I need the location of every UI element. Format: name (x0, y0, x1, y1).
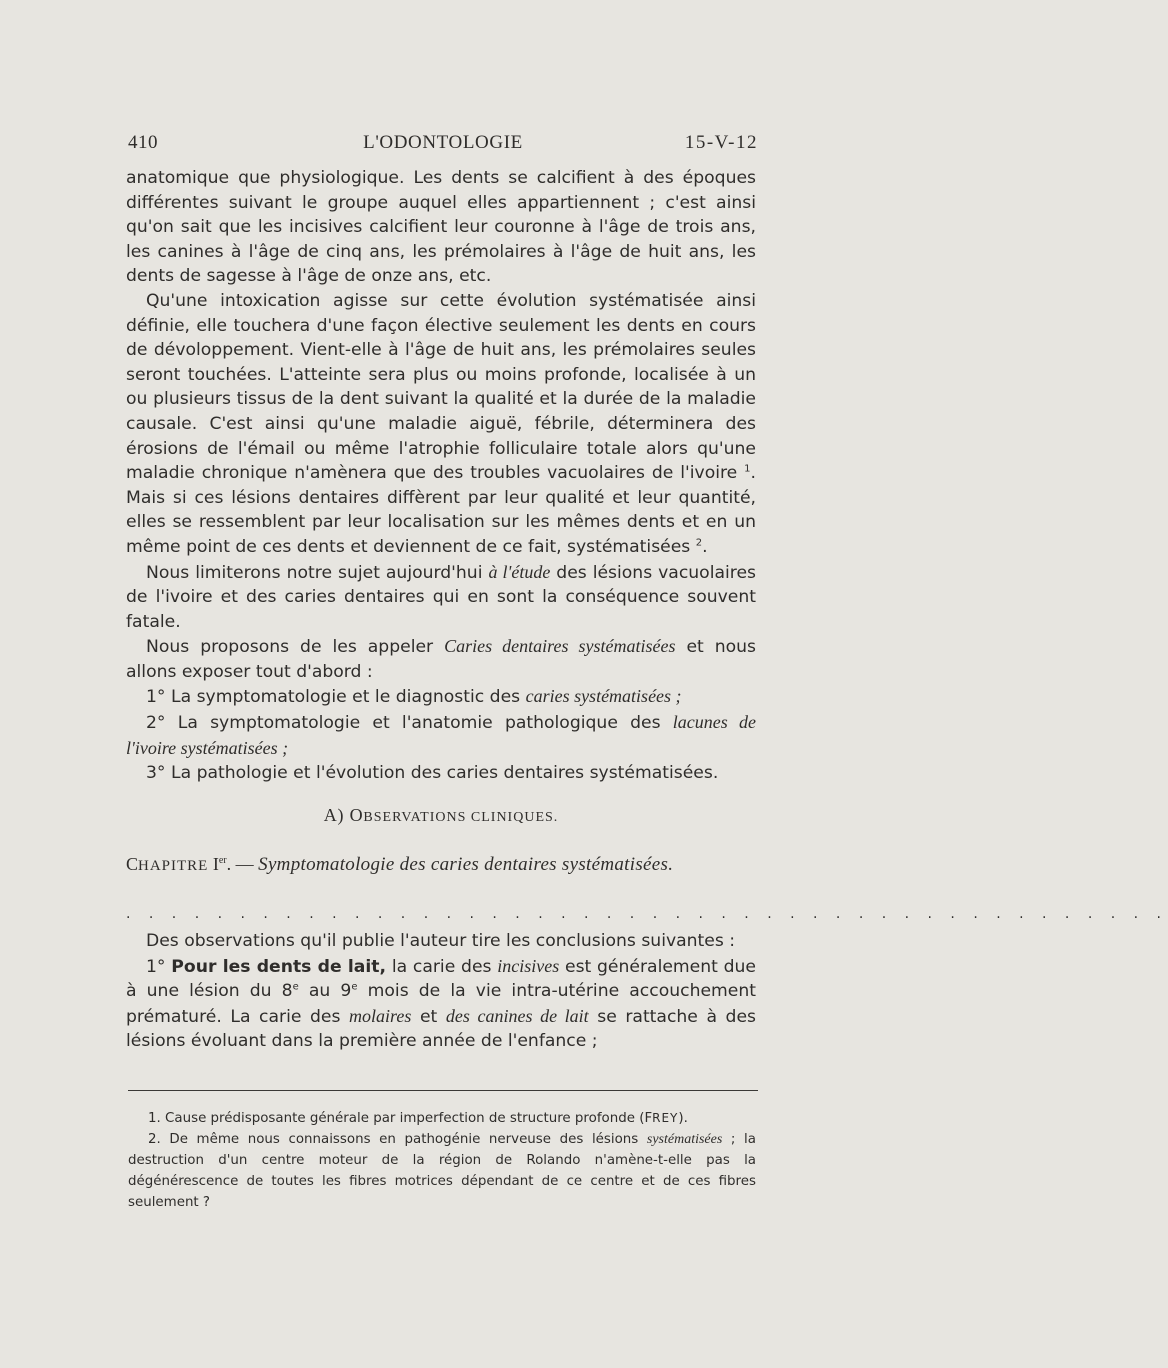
text-span: au 9 (308, 981, 352, 1002)
text-span: 1° (146, 687, 166, 708)
text-span: lacunes de l'ivoire systématisées ; (126, 712, 756, 758)
text-span: mois de la vie intra-utérine accouchement prématuré. La carie des (126, 981, 756, 1027)
issue-date: 15-V-12 (684, 132, 758, 153)
paragraph-5: Des observations qu'il publie l'auteur tire les conclusions suivantes : (146, 931, 736, 952)
text-span: A) (323, 804, 345, 825)
journal-title: L'ODONTOLOGIE (363, 132, 523, 153)
footnote-ref-1[interactable]: 1 (744, 463, 751, 475)
text-span: La symptomatologie et le diagnostic des (171, 687, 521, 708)
text-span: systématisées (646, 1132, 723, 1147)
footnote-2 (128, 1129, 756, 1213)
footnote-rule (128, 1090, 758, 1091)
text-span: . Mais si ces lésions dentaires diffèrent par leur qualité et leur quantité, elles se ressemblent par leur localisation sur les mêmes dents et en un même point de ces dents et deviennent de ce fait, systématisées (126, 463, 756, 557)
text-span: Qu'une intoxication agisse sur cette évolution systématisée ainsi définie, elle touchera d'une façon élective seulement les dents en cours de dévoloppement. Vient-elle à l'âge de huit ans, les prémolaires seules seront touchées. L'atteinte sera plus ou moins profonde, localisée à un ou plusieurs tissus de la dent suivant la qualité et la durée de la maladie causale. C'est ainsi qu'une maladie aiguë, fébrile, déterminera des érosions de l'émail ou même l'atrophie folliculaire totale alors qu'une maladie chronique n'amènera que des troubles vacuolaires de l'ivoire (126, 290, 756, 484)
text-span: . (702, 536, 708, 557)
text-span: à l'étude (488, 561, 551, 582)
text-span: . — (226, 854, 254, 875)
running-header (128, 126, 758, 162)
text-span: De même nous connaissons en pathogénie nerveuse des lésions (169, 1132, 639, 1147)
text-span: er (218, 855, 227, 867)
text-span: Pour les dents de lait, (171, 956, 387, 977)
text-span: ; la destruction d'un centre moteur de la région de Rolando n'amène-t-elle pas la dégénérescence de toutes les fibres motrices dépendant de ce centre et de ces fibres seulement ? (128, 1132, 756, 1210)
text-span: des lésions vacuolaires de l'ivoire et des caries dentaires qui en sont la conséquence souvent fatale. (126, 562, 756, 632)
text-span: se rattache à des lésions évoluant dans la première année de l'enfance ; (126, 1006, 756, 1052)
text-span: ). (678, 1111, 688, 1126)
ellipsis-divider: . . . . . . . . . . . . . . . . . . . . . . . . . . . . . . . . . . . . . . . . . . . . . . (126, 906, 1168, 923)
text-span: 2° (146, 713, 166, 734)
footnotes (128, 1108, 756, 1213)
text-span: F (644, 1111, 653, 1126)
text-span: la carie des (391, 956, 492, 977)
text-span: La symptomatologie et l'anatomie pathologique des (177, 713, 661, 734)
text-span: Caries dentaires systématisées (444, 636, 676, 657)
paragraph-3 (126, 560, 756, 635)
paragraph-2 (126, 289, 756, 560)
text-span: et nous allons exposer tout d'abord : (126, 637, 756, 682)
chapter-heading (126, 852, 756, 879)
text-span: caries systématisées ; (525, 686, 682, 707)
text-span: C (126, 854, 139, 875)
section-heading (126, 803, 756, 831)
text-span: I (212, 854, 219, 875)
text-span: 1° (146, 956, 166, 977)
text-span: et (419, 1006, 438, 1027)
text-span: e (351, 981, 358, 993)
text-span: O (349, 804, 364, 825)
text-span: des canines de lait (445, 1005, 589, 1026)
list-item-1 (126, 684, 756, 710)
text-span: 2. (148, 1132, 161, 1147)
footnote-ref-2[interactable]: 2 (695, 537, 703, 549)
list-item-3 (126, 761, 756, 786)
text-span: La pathologie et l'évolution des caries dentaires systématisées. (171, 763, 719, 784)
footnote-1 (128, 1108, 756, 1129)
paragraph-4 (126, 634, 756, 684)
paragraph-6 (126, 954, 756, 1054)
text-span: 3° (146, 763, 166, 784)
list-item-2 (126, 710, 756, 761)
text-span: e (292, 981, 299, 993)
text-span: est généralement due à une lésion du 8 (126, 956, 757, 1002)
text-span: REY (652, 1111, 679, 1125)
text-span: Nous proposons de les appeler (146, 637, 434, 658)
paragraph-1: anatomique que physiologique. Les dents se calcifient à des époques différentes suivant le groupe auquel elles appartiennent ; c'est ainsi qu'on sait que les incisives calcifient leur couronne à l'âge de trois ans, les canines à l'âge de cinq ans, les prémolaires à l'âge de huit ans, les dents de sagesse à l'âge de onze ans, etc. (126, 168, 756, 287)
body-text (126, 166, 1168, 1054)
text-span: incisives (497, 955, 560, 976)
text-span: molaires (349, 1005, 412, 1026)
chapter-title: Symptomatologie des caries dentaires systématisées. (258, 854, 674, 876)
text-span: HAPITRE (138, 858, 209, 875)
text-span: BSERVATIONS CLINIQUES. (363, 809, 559, 825)
text-span: Cause prédisposante générale par imperfection de structure profonde ( (165, 1111, 645, 1126)
page-number: 410 (128, 132, 158, 153)
text-span: 1. (148, 1111, 161, 1126)
text-span: Nous limiterons notre sujet aujourd'hui (146, 562, 483, 583)
